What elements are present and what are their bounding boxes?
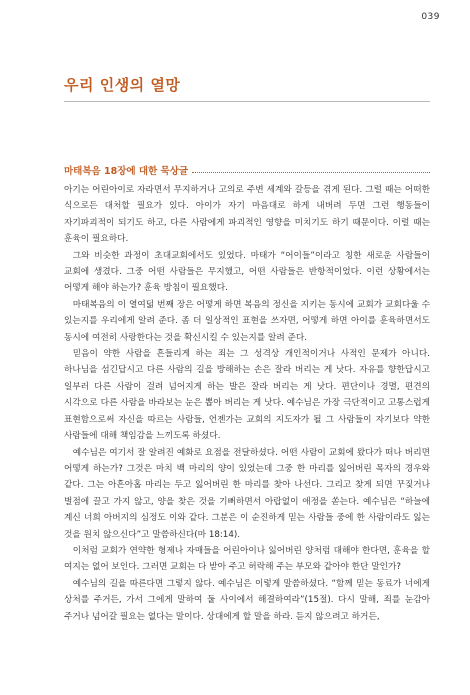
paragraph: 예수님은 여기서 잘 알려진 예화로 요점을 전달하셨다. 어떤 사람이 교회에 왔다가 떠나 버리면 어떻게 하는가? 그것은 마치 백 마리의 양이 있었는데 그중 한 마리를 잃어버린 목자의 경우와 같다. 그는 아흔아홉 마리는 두고 잃어버린 한 마리를 찾아 나선다. 그리고 찾게 되면 꾸짖거나 벌점에 끌고 가지 않고, 양을 찾은 것을 기뻐하면서 아랍없이 애정을 쏟는다. 예수님은 “하늘에 계신 너희 아버지의 심정도 이와 같다. 그분은 이 순진하게 믿는 사람들 중에 한 사람이라도 잃는 것을 원치 않으신다”고 말씀하신다(마 18:14).	[64, 447, 430, 540]
dotted-leader	[192, 172, 430, 173]
section-heading	[64, 163, 430, 177]
title-divider	[64, 101, 430, 102]
paragraph: 이처럼 교회가 연약한 형제나 자매들을 어린아이나 잃어버린 양처럼 대해야 한다면, 훈육을 할 여지는 없어 보인다. 그러면 교회는 다 받아 주고 허락해 주는 부모와 같아야 한단 말인가?	[64, 545, 430, 573]
body-text	[64, 182, 430, 625]
paragraph: 아기는 어린아이로 자라면서 무지하거나 고의로 주변 세계와 갈등을 겪게 된다. 그럴 때는 어떠한 식으로든 대처할 필요가 있다. 아이가 자기 마음대로 하게 내버려 두면 그런 행동들이 자기파괴적이 되기도 하고, 다른 사람에게 파괴적인 영향을 미치기도 하기 때문이다. 이럴 때는 훈육이 필요하다.	[64, 185, 430, 245]
page-number: 039	[421, 12, 440, 22]
paragraph: 믿음이 약한 사람을 흔들리게 하는 죄는 그 성격상 개인적이거나 사적인 문제가 아니다. 하나님을 섬긴답시고 다른 사람의 길을 방해하는 손은 잘라 버리는 게 낫다. 자유를 향한답시고 일부러 다른 사람이 걸려 넘어지게 하는 발은 잘라 버리는 게 낫다. 편단이나 경멸, 편견의 시각으로 다른 사람을 바라보는 눈은 뽑아 버리는 게 낫다. 예수님은 가장 극단적이고 고통스럽게 표현함으로써 자신을 따르는 사람들, 언젠가는 교회의 지도자가 될 그 사람들이 자기보다 약한 사람들에 대해 책임감을 느끼도록 하셨다.	[64, 349, 430, 442]
paragraph: 마태복음의 이 열여덟 번째 장은 어떻게 하면 복음의 정신을 지키는 동시에 교회가 교회다울 수 있는지를 우리에게 알려 준다. 좀 더 일상적인 표현을 쓰자면, 어떻게 하면 아이를 훈육하면서도 동시에 여전히 사랑한다는 것을 확신시킬 수 있는지를 알려 준다.	[64, 299, 430, 343]
chapter-title: 우리 인생의 열망	[64, 76, 181, 94]
section-heading-text: 마태복음 18장에 대한 묵상글	[64, 166, 189, 177]
paragraph: 그와 비슷한 과정이 초대교회에서도 있었다. 마태가 “어이들”이라고 칭한 새로운 사람들이 교회에 생겼다. 그중 어떤 사람들은 무지했고, 어떤 사람들은 반항적이었다. 이런 상황에서는 어떻게 해야 하는가? 훈육 방침이 필요했다.	[64, 250, 430, 294]
paragraph: 예수님의 길을 따른다면 그렇지 않다. 예수님은 이렇게 말씀하셨다. “함께 믿는 동료가 너에게 상처를 주거든, 가서 그에게 말하여 둘 사이에서 해결하여라”(15절). 다시 말해, 죄를 눈감아 주거나 넘어갈 필요는 없다는 말이다. 상대에게 할 말을 하라. 듣지 않으려고 하거든,	[64, 578, 430, 622]
